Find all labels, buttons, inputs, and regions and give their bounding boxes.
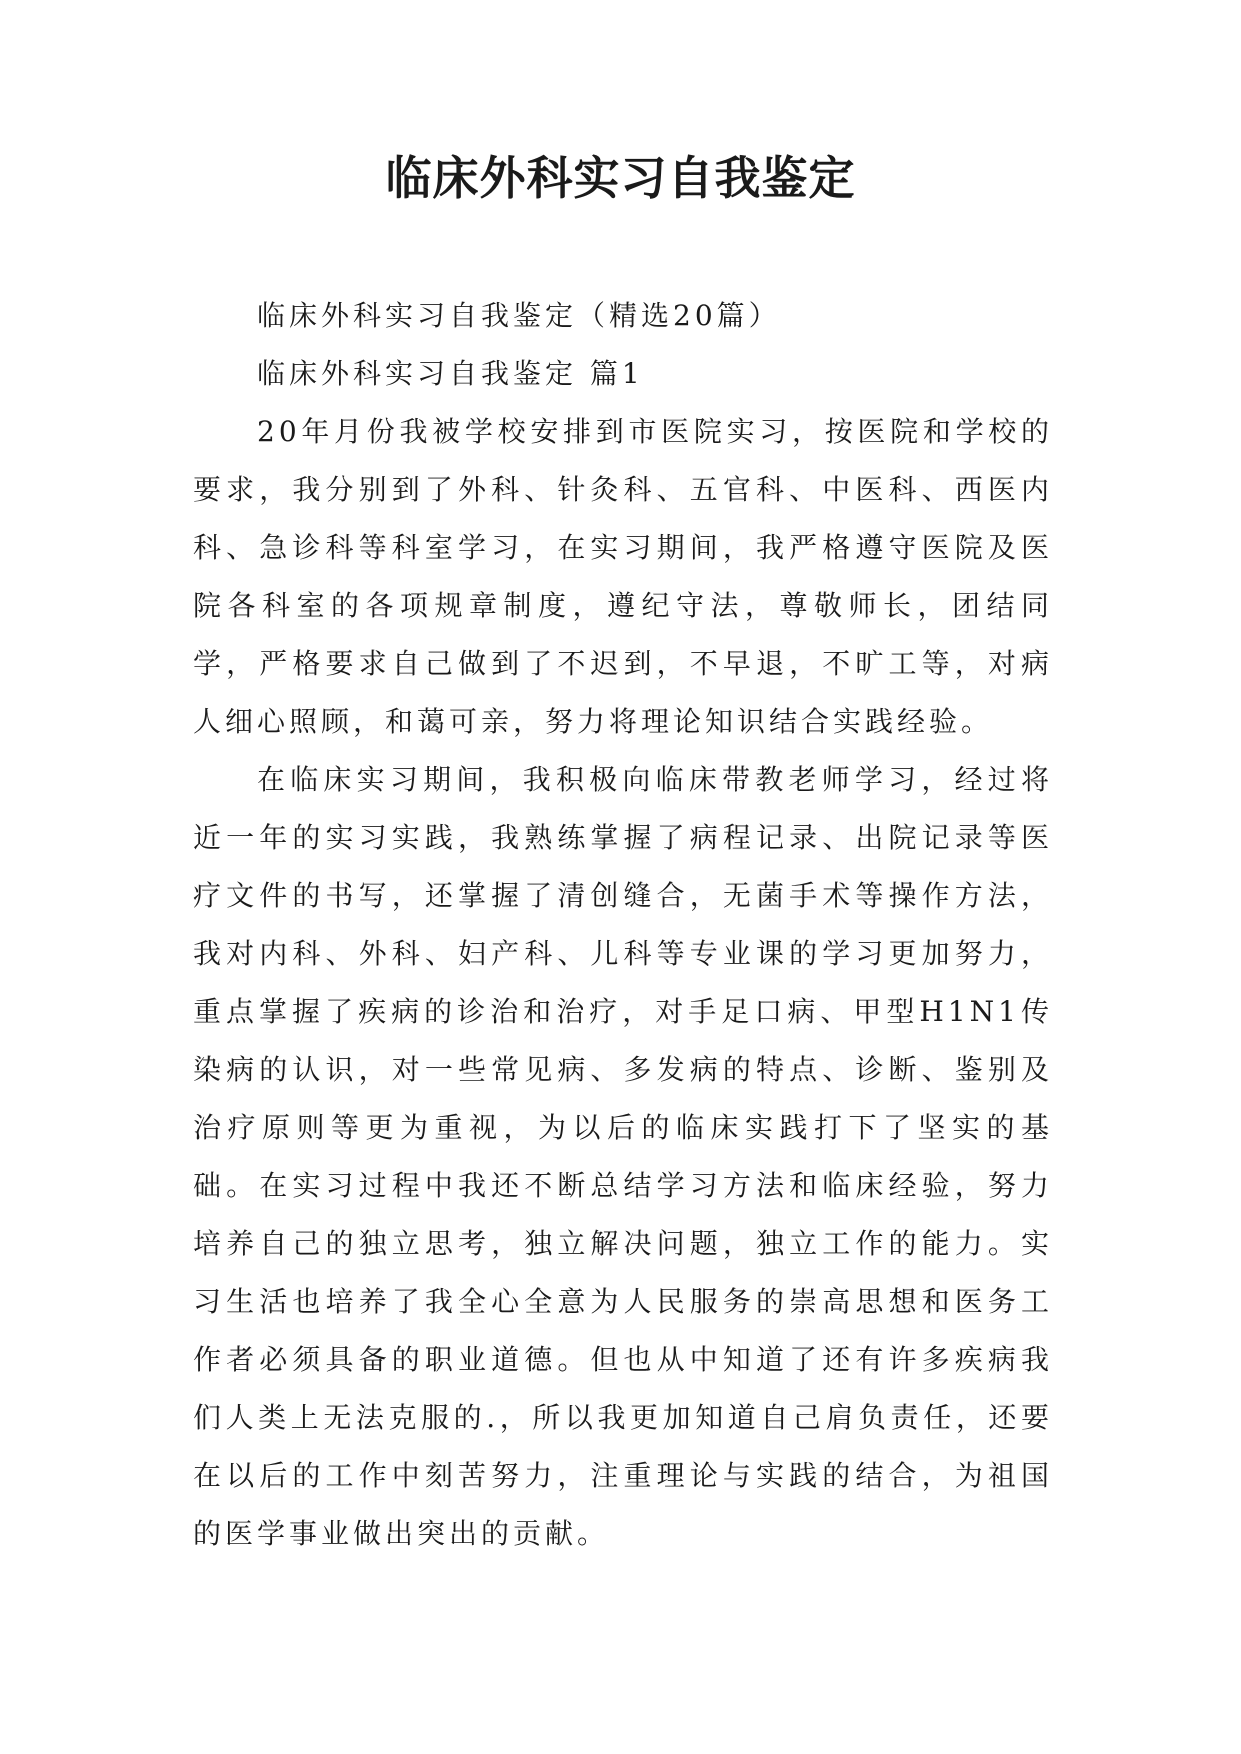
paragraph-1: 20年月份我被学校安排到市医院实习，按医院和学校的要求，我分别到了外科、针灸科、五官科、中医科、西医内科、急诊科等科室学习，在实习期间，我严格遵守医院及医院各科室的各项规章制度，遵纪守法，尊敬师长，团结同学，严格要求自己做到了不迟到，不早退，不旷工等，对病人细心照顾，和蔼可亲，努力将理论知识结合实践经验。 [193,415,1053,738]
paragraph-2: 在临床实习期间，我积极向临床带教老师学习，经过将近一年的实习实践，我熟练掌握了病程记录、出院记录等医疗文件的书写，还掌握了清创缝合，无菌手术等操作方法，我对内科、外科、妇产科、儿科等专业课的学习更加努力，重点掌握了疾病的诊治和治疗，对手足口病、甲型H1N1传染病的认识，对一些常见病、多发病的特点、诊断、鉴别及治疗原则等更为重视，为以后的临床实践打下了坚实的基础。在实习过程中我还不断总结学习方法和临床经验，努力培养自己的独立思考，独立解决问题，独立工作的能力。实习生活也培养了我全心全意为人民服务的崇高思想和医务工作者必须具备的职业道德。但也从中知道了还有许多疾病我们人类上无法克服的.，所以我更加知道自己肩负责任，还要在以后的工作中刻苦努力，注重理论与实践的结合，为祖国的医学事业做出突出的贡献。 [193,763,1053,1550]
document-body [193,287,1053,1563]
section-heading: 临床外科实习自我鉴定 篇1 [257,357,644,390]
document-subtitle: 临床外科实习自我鉴定（精选20篇） [257,299,781,332]
page-title: 临床外科实习自我鉴定 [385,151,856,205]
